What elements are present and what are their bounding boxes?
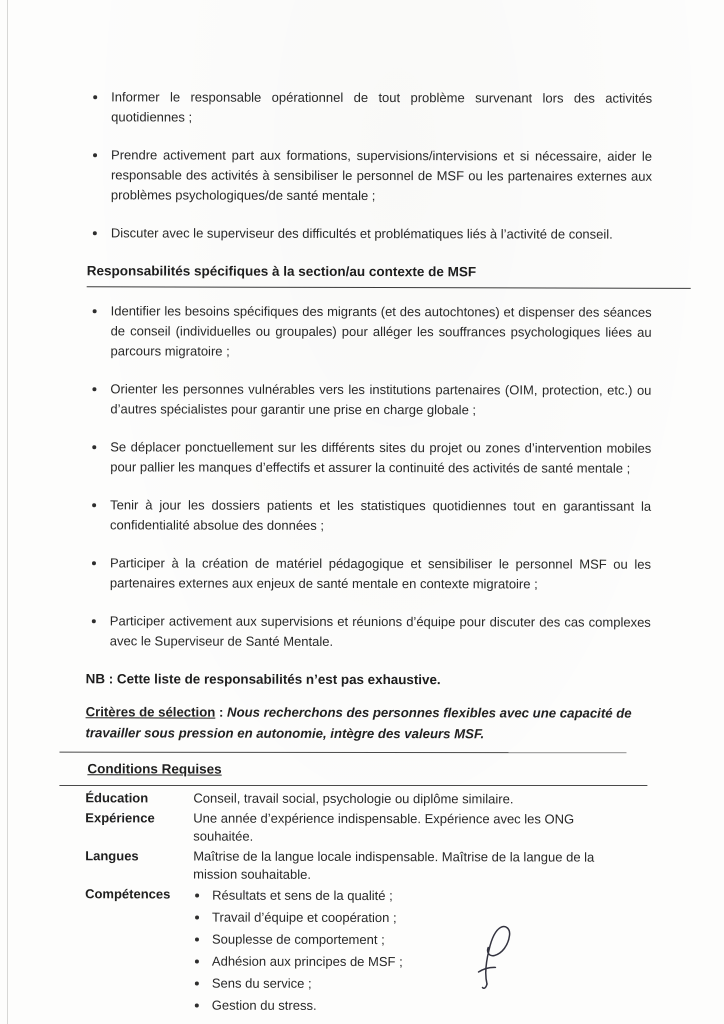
bullet-text: Participer activement aux supervisions et réunions d’équipe pour discuter des cas complexes avec le Superviseur de Santé Mentale.: [109, 613, 651, 649]
list-item: [193, 886, 633, 906]
horizontal-rule: [59, 785, 647, 786]
bullet-icon: [93, 95, 97, 99]
list-item: [193, 996, 633, 1016]
bullet-icon: [92, 387, 96, 391]
bullet-icon: [195, 893, 199, 897]
bullet-text: Résultats et sens de la qualité ;: [212, 887, 393, 903]
list-item: [193, 974, 633, 994]
list-item: [86, 611, 651, 652]
condition-value: Conseil, travail social, psychologie ou diplôme similaire.: [193, 790, 514, 807]
condition-label: Expérience: [85, 809, 155, 825]
selection-criteria: [86, 701, 651, 744]
horizontal-rule: [59, 752, 626, 753]
list-item: [86, 437, 651, 478]
bullet-icon: [195, 1003, 199, 1007]
list-item: [193, 908, 633, 928]
bullet-text: Participer à la création de matériel pédagogique et sensibiliser le personnel MSF ou les partenaires externes aux enjeux de santé mentale en contexte migratoire ;: [109, 555, 651, 592]
bullet-icon: [92, 561, 96, 565]
handwritten-signature-icon: [472, 920, 520, 992]
list-item: [87, 145, 652, 206]
list-item: [87, 301, 652, 362]
section-bullet-list: [86, 301, 652, 652]
bullet-text: Gestion du stress.: [211, 997, 317, 1013]
bullet-text: Sens du service ;: [211, 975, 312, 991]
bullet-icon: [92, 503, 96, 507]
bullet-icon: [195, 981, 199, 985]
bullet-text: Identifier les besoins spécifiques des migrants (et des autochtones) et dispenser des séances de conseil (individuelles ou groupales) pour alléger les souffrances psychologiques liées au parcours migratoire ;: [110, 303, 652, 359]
bullet-text: Orienter les personnes vulnérables vers les institutions partenaires (OIM, protection, etc.) ou d’autres spécialistes pour garantir une prise en charge globale ;: [110, 381, 652, 418]
document-content: [85, 87, 652, 1019]
bullet-text: Se déplacer ponctuellement sur les différents sites du projet ou zones d’intervention mobiles pour pallier les manques d’effectifs et assurer la continuité des activités de santé mentale ;: [110, 439, 652, 476]
condition-label: Langues: [85, 847, 139, 863]
criteria-label: Critères de sélection: [85, 704, 216, 720]
bullet-text: Informer le responsable opérationnel de tout problème survenant lors des activités quotidiennes ;: [111, 89, 653, 125]
list-item: [86, 495, 651, 536]
list-item: [86, 553, 651, 594]
bullet-icon: [195, 915, 199, 919]
conditions-heading: Conditions Requises: [87, 761, 222, 777]
bullet-icon: [195, 959, 199, 963]
bullet-icon: [195, 937, 199, 941]
bullet-icon: [92, 445, 96, 449]
bullet-text: Tenir à jour les dossiers patients et les statistiques quotidiennes tout en garantissant la confidentialité absolue des données ;: [110, 497, 652, 533]
list-item: [87, 87, 652, 128]
competences-list: [193, 886, 633, 1016]
criteria-text: Nous recherchons des personnes flexibles avec une capacité de travailler sous pression en autonomie, intègre des valeurs MSF.: [85, 704, 632, 742]
list-item: [193, 930, 633, 950]
bullet-text: Discuter avec le superviseur des difficultés et problématiques liés à l’activité de conseil.: [110, 225, 613, 242]
condition-label: Éducation: [85, 790, 149, 806]
bullet-text: Prendre activement part aux formations, supervisions/intervisions et si nécessaire, aider le responsable des activités à sensibiliser le personnel de MSF ou les partenaires externes aux problèmes psychologiques/de santé mentale ;: [110, 147, 653, 204]
bullet-icon: [93, 153, 97, 157]
bullet-text: Travail d’équipe et coopération ;: [212, 909, 397, 925]
bullet-text: Souplesse de comportement ;: [211, 931, 385, 947]
list-item: [86, 379, 651, 420]
list-item: [87, 223, 652, 244]
bullet-text: Adhésion aux principes de MSF ;: [211, 953, 403, 969]
conditions-table: [85, 789, 651, 1019]
list-item: [193, 952, 633, 972]
scan-edge-artifact: [7, 0, 8, 1024]
bullet-icon: [93, 231, 97, 235]
section-heading: Responsabilités spécifiques à la section/au contexte de MSF: [87, 261, 691, 289]
bullet-icon: [93, 309, 97, 313]
competences-cell: [193, 885, 633, 1019]
condition-value: Maîtrise de la langue locale indispensable. Maîtrise de la langue de la mission souhaitable.: [193, 848, 595, 882]
intro-bullet-list: [87, 87, 652, 244]
condition-value: Une année d’expérience indispensable. Expérience avec les ONG souhaitée.: [193, 810, 575, 844]
bullet-icon: [92, 619, 96, 623]
condition-label: Compétences: [85, 885, 171, 901]
criteria-separator: :: [215, 704, 228, 720]
nb-note: NB : Cette liste de responsabilités n’est pas exhaustive.: [85, 671, 441, 688]
